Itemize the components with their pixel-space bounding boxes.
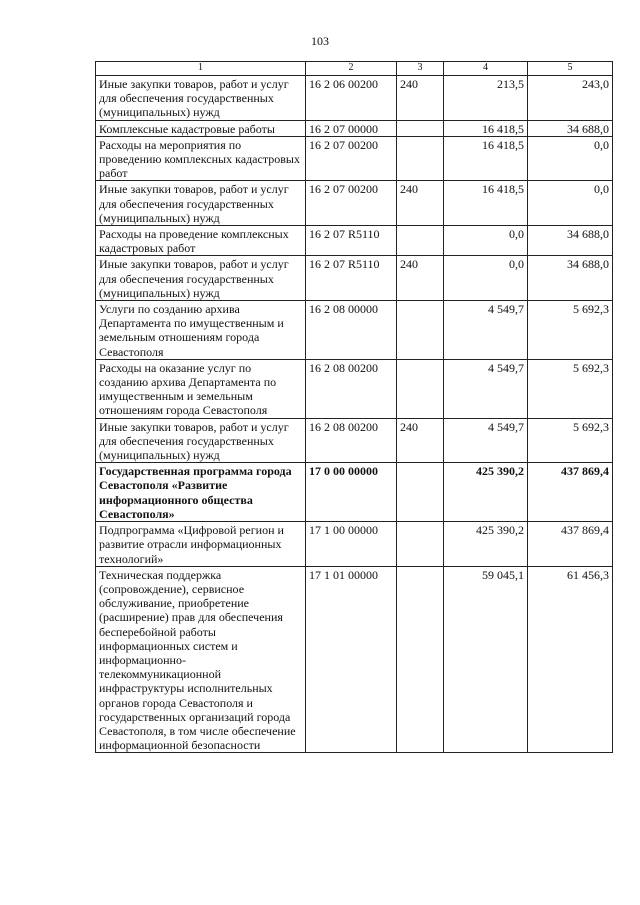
row-value-year1: 16 418,5 xyxy=(444,181,528,226)
row-value-year2: 243,0 xyxy=(528,76,613,121)
row-expense-type xyxy=(397,522,444,567)
row-value-year1: 425 390,2 xyxy=(444,463,528,522)
row-code: 16 2 07 R5110 xyxy=(306,226,397,256)
row-name: Государственная программа города Севастополя «Развитие информационного общества Севастополя» xyxy=(96,463,306,522)
row-value-year2: 0,0 xyxy=(528,136,613,181)
row-code: 16 2 08 00000 xyxy=(306,301,397,360)
row-name: Иные закупки товаров, работ и услуг для обеспечения государственных (муниципальных) нужд xyxy=(96,256,306,301)
row-name: Иные закупки товаров, работ и услуг для обеспечения государственных (муниципальных) нужд xyxy=(96,418,306,463)
row-code: 16 2 07 R5110 xyxy=(306,256,397,301)
table-row xyxy=(96,359,613,418)
column-header: 4 xyxy=(444,62,528,76)
row-code: 16 2 07 00000 xyxy=(306,120,397,136)
row-value-year1: 425 390,2 xyxy=(444,522,528,567)
table-row xyxy=(96,463,613,522)
row-expense-type xyxy=(397,301,444,360)
row-value-year2: 437 869,4 xyxy=(528,463,613,522)
row-value-year2: 5 692,3 xyxy=(528,301,613,360)
row-value-year1: 16 418,5 xyxy=(444,120,528,136)
column-header: 3 xyxy=(397,62,444,76)
table-row xyxy=(96,418,613,463)
row-code: 16 2 08 00200 xyxy=(306,418,397,463)
row-value-year2: 0,0 xyxy=(528,181,613,226)
row-name: Расходы на оказание услуг по созданию архива Департамента по имущественным и земельным отношениям города Севастополя xyxy=(96,359,306,418)
table-row xyxy=(96,136,613,181)
row-name: Расходы на мероприятия по проведению комплексных кадастровых работ xyxy=(96,136,306,181)
table-row xyxy=(96,301,613,360)
row-expense-type xyxy=(397,359,444,418)
page-number: 103 xyxy=(311,34,329,48)
row-expense-type: 240 xyxy=(397,76,444,121)
row-value-year2: 5 692,3 xyxy=(528,359,613,418)
column-header: 1 xyxy=(96,62,306,76)
row-value-year1: 4 549,7 xyxy=(444,418,528,463)
row-code: 16 2 07 00200 xyxy=(306,181,397,226)
row-code: 16 2 07 00200 xyxy=(306,136,397,181)
row-name: Подпрограмма «Цифровой регион и развитие отрасли информационных технологий» xyxy=(96,522,306,567)
row-code: 17 0 00 00000 xyxy=(306,463,397,522)
row-expense-type xyxy=(397,463,444,522)
table-row xyxy=(96,120,613,136)
column-header: 5 xyxy=(528,62,613,76)
row-value-year2: 34 688,0 xyxy=(528,226,613,256)
row-value-year1: 0,0 xyxy=(444,256,528,301)
row-expense-type: 240 xyxy=(397,256,444,301)
table-row xyxy=(96,181,613,226)
row-code: 17 1 00 00000 xyxy=(306,522,397,567)
row-name: Иные закупки товаров, работ и услуг для обеспечения государственных (муниципальных) нужд xyxy=(96,76,306,121)
column-number-row xyxy=(96,62,613,76)
row-value-year2: 34 688,0 xyxy=(528,256,613,301)
row-expense-type: 240 xyxy=(397,181,444,226)
row-value-year1: 4 549,7 xyxy=(444,301,528,360)
table-row xyxy=(96,76,613,121)
row-value-year1: 4 549,7 xyxy=(444,359,528,418)
row-code: 16 2 08 00200 xyxy=(306,359,397,418)
row-name: Техническая поддержка (сопровождение), сервисное обслуживание, приобретение (расширение) прав для обеспечения бесперебойной работы информационных систем и информационно-телекоммуникационной инфраструктуры исполнительных органов города Севастополя и государственных организаций города Севастополя, в том числе обеспечение информационной безопасности xyxy=(96,566,306,753)
row-code: 16 2 06 00200 xyxy=(306,76,397,121)
row-name: Комплексные кадастровые работы xyxy=(96,120,306,136)
table-row xyxy=(96,522,613,567)
row-value-year1: 0,0 xyxy=(444,226,528,256)
row-value-year2: 5 692,3 xyxy=(528,418,613,463)
table-row xyxy=(96,226,613,256)
row-name: Услуги по созданию архива Департамента по имущественным и земельным отношениям города Севастополя xyxy=(96,301,306,360)
row-code: 17 1 01 00000 xyxy=(306,566,397,753)
row-value-year1: 16 418,5 xyxy=(444,136,528,181)
row-expense-type xyxy=(397,120,444,136)
row-name: Расходы на проведение комплексных кадастровых работ xyxy=(96,226,306,256)
table-row xyxy=(96,566,613,753)
row-value-year1: 59 045,1 xyxy=(444,566,528,753)
row-expense-type xyxy=(397,566,444,753)
row-expense-type: 240 xyxy=(397,418,444,463)
row-value-year1: 213,5 xyxy=(444,76,528,121)
budget-table xyxy=(95,61,613,753)
row-value-year2: 34 688,0 xyxy=(528,120,613,136)
row-expense-type xyxy=(397,136,444,181)
table-row xyxy=(96,256,613,301)
column-header: 2 xyxy=(306,62,397,76)
row-value-year2: 437 869,4 xyxy=(528,522,613,567)
row-value-year2: 61 456,3 xyxy=(528,566,613,753)
row-expense-type xyxy=(397,226,444,256)
row-name: Иные закупки товаров, работ и услуг для обеспечения государственных (муниципальных) нужд xyxy=(96,181,306,226)
